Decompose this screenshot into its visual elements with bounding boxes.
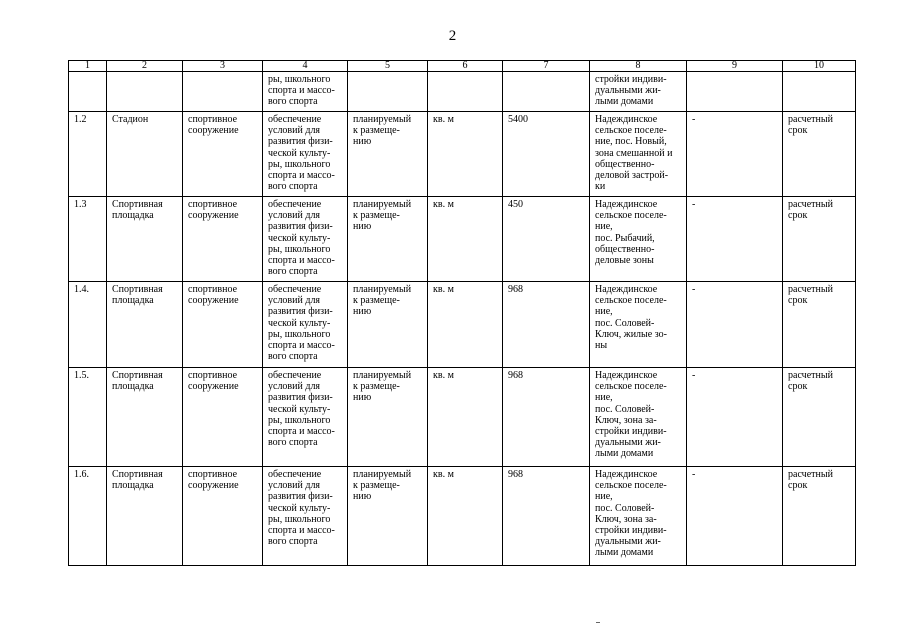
cell-unit — [428, 72, 503, 112]
scan-speck — [596, 622, 600, 623]
cell-number: 1.5. — [69, 368, 107, 467]
cell-unit: кв. м — [428, 197, 503, 282]
column-header: 10 — [783, 61, 856, 72]
table-row — [69, 197, 856, 282]
cell-zone: - — [687, 282, 783, 368]
cell-location: Надеждинское сельское поселе- ние, пос. Рыбачий, общественно- деловые зоны — [590, 197, 687, 282]
cell-purpose: обеспечение условий для развития физи- ческой культу- ры, школьного спорта и массо- вого спорта — [263, 368, 348, 467]
cell-purpose: обеспечение условий для развития физи- ческой культу- ры, школьного спорта и массо- вого спорта — [263, 282, 348, 368]
cell-unit: кв. м — [428, 467, 503, 566]
cell-type: спортивное сооружение — [183, 368, 263, 467]
cell-unit: кв. м — [428, 282, 503, 368]
cell-number: 1.3 — [69, 197, 107, 282]
column-header: 9 — [687, 61, 783, 72]
cell-location: Надеждинское сельское поселе- ние, пос. Соловей- Ключ, зона за- стройки индиви- дуальными жи- лыми домами — [590, 467, 687, 566]
cell-type — [183, 72, 263, 112]
cell-number: 1.6. — [69, 467, 107, 566]
cell-term: расчетный срок — [783, 467, 856, 566]
cell-location: Надеждинское сельское поселе- ние, пос. Новый, зона смешанной и общественно- деловой застрой- ки — [590, 112, 687, 197]
objects-table — [68, 60, 856, 566]
page-number: 2 — [448, 28, 457, 44]
cell-term: расчетный срок — [783, 282, 856, 368]
cell-number: 1.2 — [69, 112, 107, 197]
column-header: 6 — [428, 61, 503, 72]
cell-location: Надеждинское сельское поселе- ние, пос. Соловей- Ключ, жилые зо- ны — [590, 282, 687, 368]
cell-type: спортивное сооружение — [183, 282, 263, 368]
cell-zone: - — [687, 197, 783, 282]
cell-status: планируемый к размеще- нию — [348, 112, 428, 197]
cell-value: 968 — [503, 467, 590, 566]
cell-type: спортивное сооружение — [183, 112, 263, 197]
cell-value — [503, 72, 590, 112]
column-header: 8 — [590, 61, 687, 72]
cell-value: 5400 — [503, 112, 590, 197]
column-header: 2 — [107, 61, 183, 72]
cell-name: Спортивная площадка — [107, 197, 183, 282]
cell-purpose: ры, школьного спорта и массо- вого спорта — [263, 72, 348, 112]
cell-zone — [687, 72, 783, 112]
cell-number: 1.4. — [69, 282, 107, 368]
cell-name: Спортивная площадка — [107, 368, 183, 467]
cell-term: расчетный срок — [783, 197, 856, 282]
cell-status — [348, 72, 428, 112]
cell-status: планируемый к размеще- нию — [348, 282, 428, 368]
cell-status: планируемый к размеще- нию — [348, 467, 428, 566]
cell-type: спортивное сооружение — [183, 467, 263, 566]
cell-zone: - — [687, 368, 783, 467]
cell-value: 450 — [503, 197, 590, 282]
table-row — [69, 112, 856, 197]
cell-purpose: обеспечение условий для развития физи- ческой культу- ры, школьного спорта и массо- вого спорта — [263, 467, 348, 566]
cell-purpose: обеспечение условий для развития физи- ческой культу- ры, школьного спорта и массо- вого спорта — [263, 197, 348, 282]
column-header: 4 — [263, 61, 348, 72]
cell-zone: - — [687, 467, 783, 566]
cell-location: стройки индиви- дуальными жи- лыми домами — [590, 72, 687, 112]
cell-name: Спортивная площадка — [107, 467, 183, 566]
table-row — [69, 282, 856, 368]
cell-status: планируемый к размеще- нию — [348, 197, 428, 282]
column-header: 1 — [69, 61, 107, 72]
cell-name — [107, 72, 183, 112]
cell-value: 968 — [503, 368, 590, 467]
column-header: 5 — [348, 61, 428, 72]
cell-status: планируемый к размеще- нию — [348, 368, 428, 467]
cell-term — [783, 72, 856, 112]
cell-name: Спортивная площадка — [107, 282, 183, 368]
cell-number — [69, 72, 107, 112]
cell-name: Стадион — [107, 112, 183, 197]
cell-value: 968 — [503, 282, 590, 368]
header-row — [69, 61, 856, 72]
cell-location: Надеждинское сельское поселе- ние, пос. Соловей- Ключ, зона за- стройки индиви- дуальными жи- лыми домами — [590, 368, 687, 467]
table-row — [69, 368, 856, 467]
cell-zone: - — [687, 112, 783, 197]
cell-term: расчетный срок — [783, 112, 856, 197]
column-header: 7 — [503, 61, 590, 72]
column-header: 3 — [183, 61, 263, 72]
table-row-continuation — [69, 72, 856, 112]
table-row — [69, 467, 856, 566]
cell-purpose: обеспечение условий для развития физи- ческой культу- ры, школьного спорта и массо- вого спорта — [263, 112, 348, 197]
cell-type: спортивное сооружение — [183, 197, 263, 282]
cell-unit: кв. м — [428, 112, 503, 197]
cell-term: расчетный срок — [783, 368, 856, 467]
cell-unit: кв. м — [428, 368, 503, 467]
